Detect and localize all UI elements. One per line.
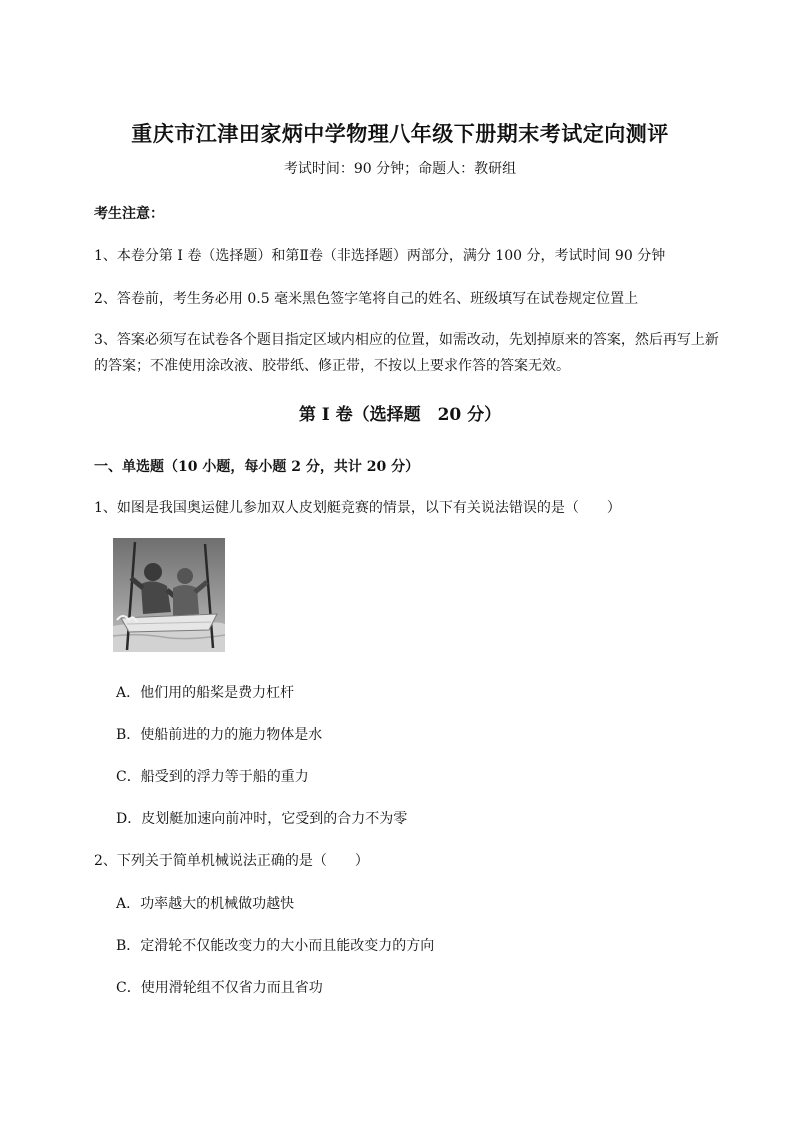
question-2-option-a: A．功率越大的机械做功越快 [116,896,295,912]
question-2-stem: 2、下列关于简单机械说法正确的是（ ） [94,853,369,869]
exam-title: 重庆市江津田家炳中学物理八年级下册期末考试定向测评 [131,121,669,146]
notice-item-1: 1、本卷分第 I 卷（选择题）和第Ⅱ卷（非选择题）两部分，满分 100 分，考试时间 90 分钟 [94,248,666,264]
notice-item-3: 3、答案必须写在试卷各个题目指定区域内相应的位置，如需改动，先划掉原来的答案，然后再写上新 [94,332,719,348]
notice-item-2: 2、答卷前，考生务必用 0.5 毫米黑色签字笔将自己的姓名、班级填写在试卷规定位置上 [94,291,639,307]
question-1-option-b: B．使船前进的力的施力物体是水 [116,727,323,743]
kayak-race-photo [113,538,225,652]
question-1-option-c: C．船受到的浮力等于船的重力 [116,769,309,785]
question-2-option-c: C．使用滑轮组不仅省力而且省功 [116,980,323,996]
question-1-option-a: A．他们用的船桨是费力杠杆 [116,685,295,701]
question-2-option-b: B．定滑轮不仅能改变力的大小而且能改变力的方向 [116,938,435,954]
part-heading: 一、单选题（10 小题，每小题 2 分，共计 20 分） [94,459,420,475]
notice-item-3-continued: 的答案；不准使用涂改液、胶带纸、修正带，不按以上要求作答的答案无效。 [94,358,570,374]
notice-heading: 考生注意： [94,206,164,222]
exam-subtitle: 考试时间：90 分钟；命题人：教研组 [283,161,517,177]
section-title: 第 I 卷（选择题 20 分） [298,405,502,425]
question-1-option-d: D．皮划艇加速向前冲时，它受到的合力不为零 [116,811,408,827]
question-1-stem: 1、如图是我国奥运健儿参加双人皮划艇竞赛的情景，以下有关说法错误的是（ ） [94,500,621,516]
